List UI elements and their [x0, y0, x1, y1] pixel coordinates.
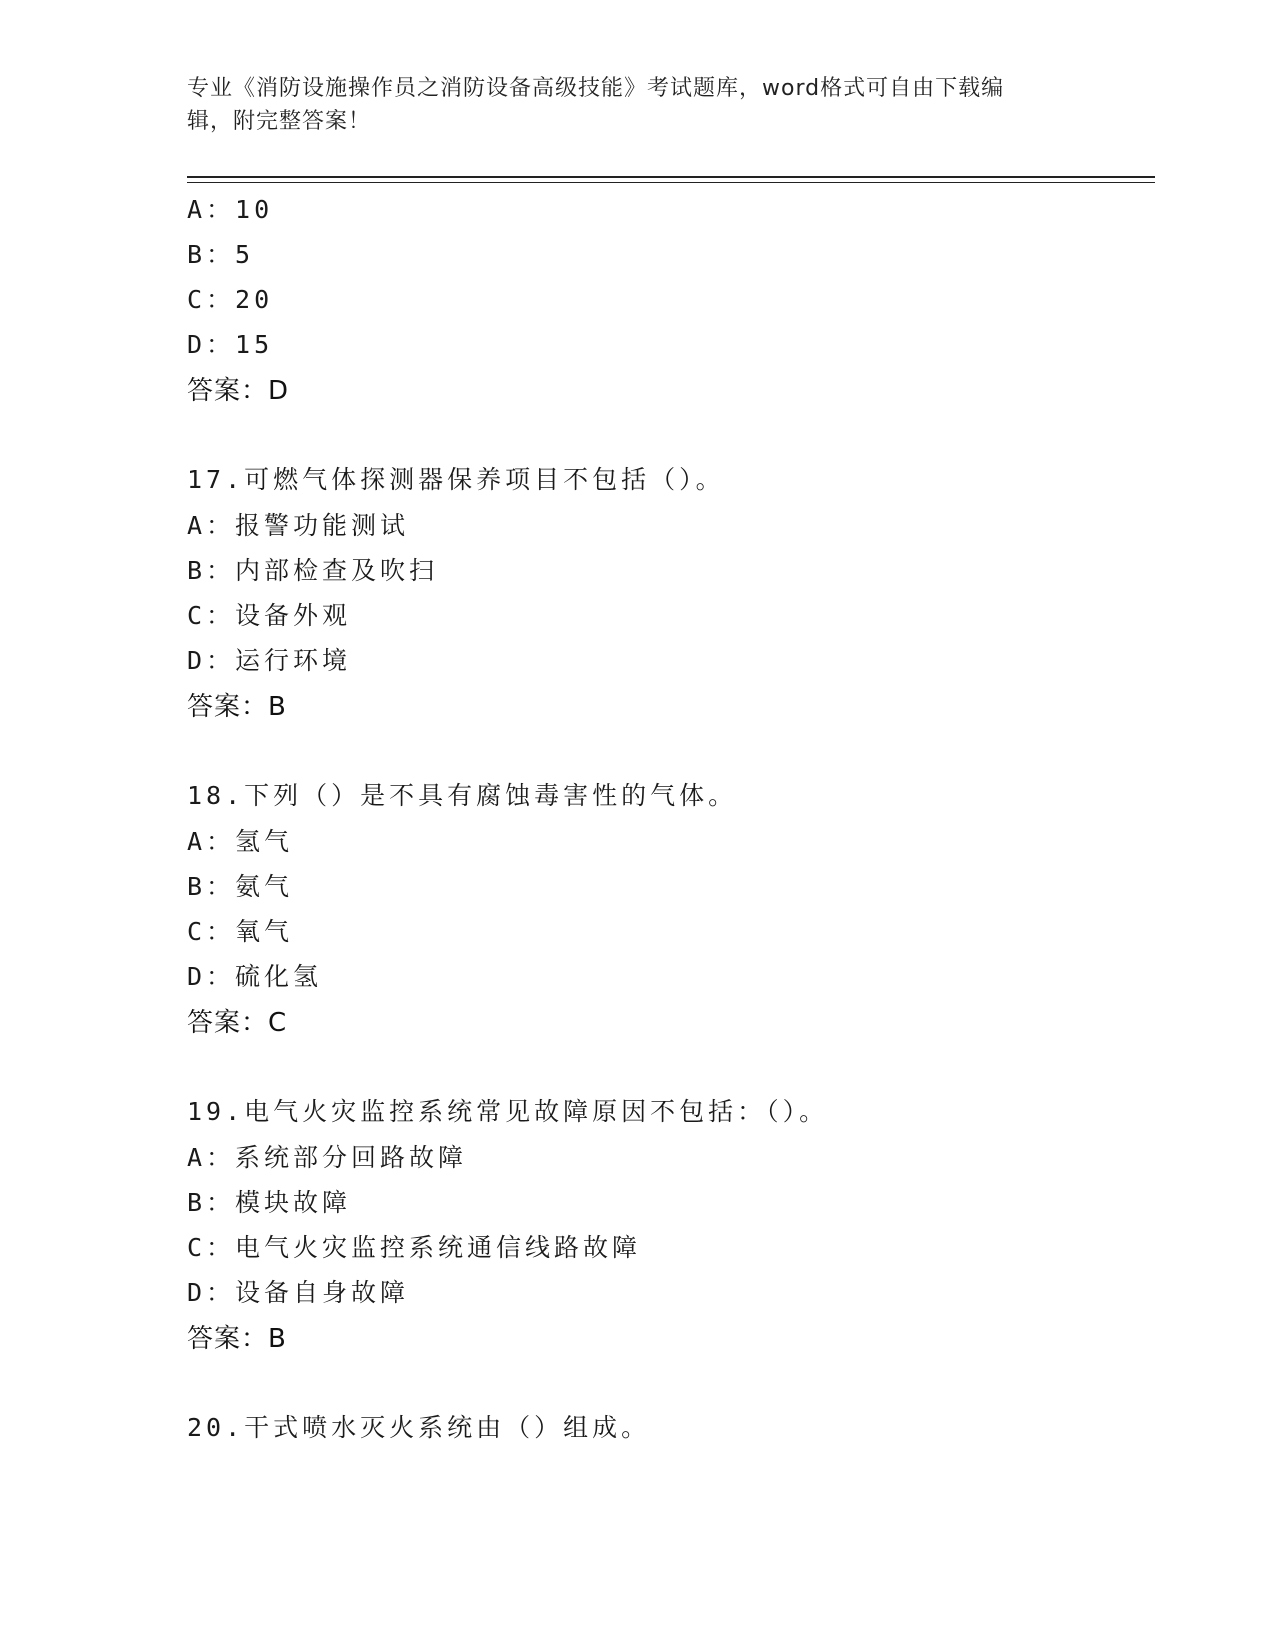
- q20-stem: 20.干式喷水灭火系统由（）组成。: [187, 1413, 651, 1442]
- q17-option-c: C：设备外观: [187, 601, 352, 630]
- q17-option-b: B：内部检查及吹扫: [187, 556, 439, 585]
- header-line-1: 专业《消防设施操作员之消防设备高级技能》考试题库，word格式可自由下载编: [187, 76, 1005, 101]
- header-rule-thick: [187, 176, 1155, 178]
- q18-option-b: B：氨气: [187, 872, 294, 901]
- q17-option-a: A：报警功能测试: [187, 511, 410, 540]
- q18-answer: 答案：C: [187, 1008, 288, 1038]
- header-rule-thin: [187, 182, 1155, 183]
- document-header: [187, 72, 1067, 138]
- q17-option-d: D：运行环境: [187, 646, 352, 675]
- q16-option-c: C：20: [187, 285, 274, 314]
- q17-stem: 17.可燃气体探测器保养项目不包括（）。: [187, 465, 725, 494]
- q19-option-a: A：系统部分回路故障: [187, 1143, 468, 1172]
- q18-stem: 18.下列（）是不具有腐蚀毒害性的气体。: [187, 781, 738, 810]
- q16-option-b: B：5: [187, 240, 255, 269]
- q18-option-c: C：氧气: [187, 917, 294, 946]
- q16-option-d: D：15: [187, 330, 274, 359]
- q19-stem: 19.电气火灾监控系统常见故障原因不包括：（）。: [187, 1097, 829, 1126]
- q17-answer: 答案：B: [187, 692, 287, 722]
- header-line-2: 辑，附完整答案！: [187, 109, 372, 134]
- q19-option-d: D：设备自身故障: [187, 1278, 410, 1307]
- q18-option-a: A：氢气: [187, 827, 294, 856]
- q19-option-b: B：模块故障: [187, 1188, 352, 1217]
- q19-option-c: C：电气火灾监控系统通信线路故障: [187, 1233, 642, 1262]
- q19-answer: 答案：B: [187, 1324, 287, 1354]
- q16-answer: 答案：D: [187, 376, 290, 406]
- q16-option-a: A：10: [187, 195, 274, 224]
- q18-option-d: D：硫化氢: [187, 962, 323, 991]
